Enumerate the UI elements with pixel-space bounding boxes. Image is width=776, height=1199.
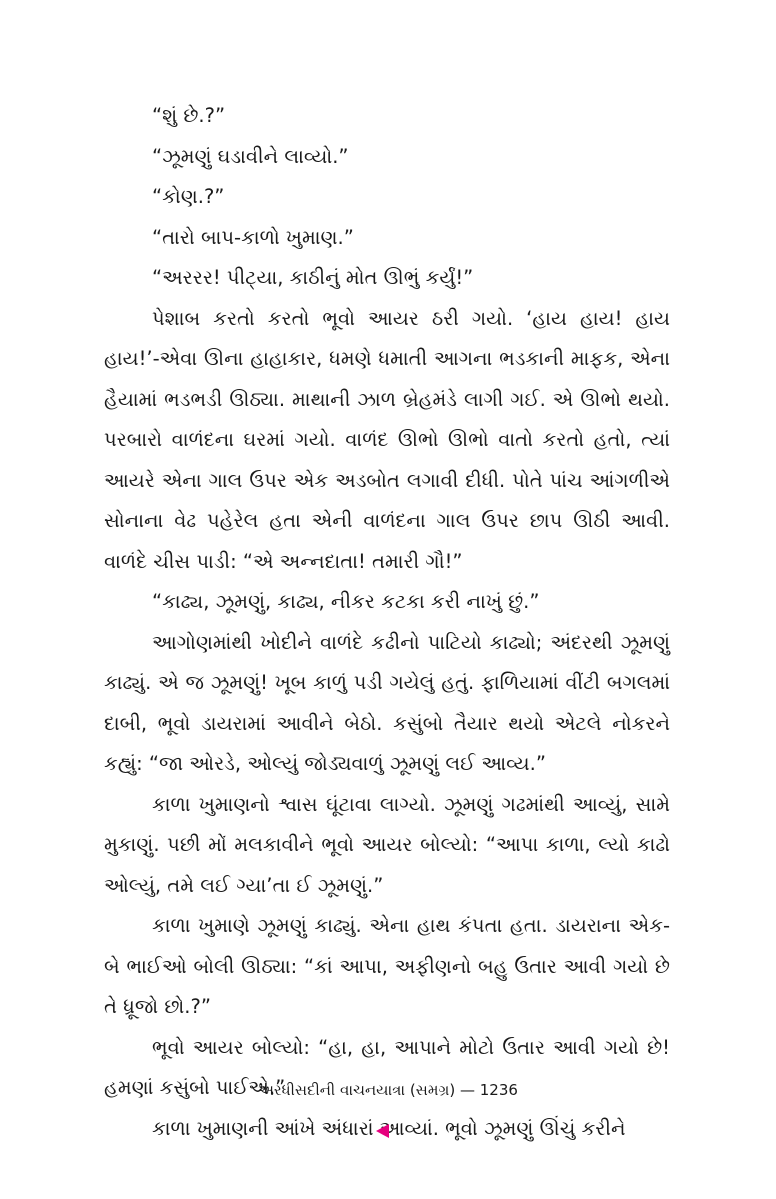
- page-body-text: [104, 96, 670, 1149]
- paragraph: પેશાબ કરતો કરતો ભૂવો આયર ઠરી ગયો. ‘હાય હાય! હાય હાય!’-એવા ઊના હાહાકાર, ધમણે ધમાતી આગના ભડકાની માફક, એના હૈયામાં ભડભડી ઊઠ્યા. માથાની ઝાળ બ્રેહમંડે લાગી ગઈ. એ ઊભો થયો. પરબારો વાળંદના ઘરમાં ગયો. વાળંદ ઊભો ઊભો વાતો કરતો હતો, ત્યાં આયરે એના ગાલ ઉપર એક અડબોત લગાવી દીધી. પોતે પાંચ આંગળીએ સોનાના વેઢ પહેરેલ હતા એની વાળંદના ગાલ ઉપર છાપ ઊઠી આવી. વાળંદે ચીસ પાડી: “એ અન્નદાતા! તમારી ગૌ!”: [104, 306, 670, 573]
- paragraph: આગોણમાંથી ખોદીને વાળંદે કઢીનો પાટિયો કાઢ્યો; અંદરથી ઝૂમણું કાઢ્યું. એ જ ઝૂમણું! ખૂબ કાળું પડી ગયેલું હતું. ફાળિયામાં વીંટી બગલમાં દાબી, ભૂવો ડાયરામાં આવીને બેઠો. કસુંબો તૈયાર થયો એટલે નોકરને કહ્યું: “જા ઓરડે, ઓલ્યું જોડ્યવાળું ઝૂમણું લઈ આવ્ય.”: [104, 630, 670, 775]
- paragraph: કાળા ખુમાણે ઝૂમણું કાઢ્યું. એના હાથ કંપતા હતા. ડાયરાના એક-બે ભાઈઓ બોલી ઊઠ્યા: “કાં આપા, અફીણનો બહુ ઉતાર આવી ગયો છે તે ધ્રૂજો છો.?”: [104, 914, 670, 1018]
- paragraph: કાળા ખુમાણનો શ્વાસ ઘૂંટાવા લાગ્યો. ઝૂમણું ગઢમાંથી આવ્યું, સામે મુકાણું. પછી મોં મલકાવીને ભૂવો આયર બોલ્યો: “આપા કાળા, લ્યો કાઢો ઓલ્યું, તમે લઈ ગ્યા’તા ઈ ઝૂમણું.”: [104, 792, 670, 897]
- prev-page-arrow-icon[interactable]: [376, 1124, 389, 1138]
- dialog-line: “શું છે.?”: [152, 104, 226, 127]
- paragraph: કાળા ખુમાણની આંખે અંધારાં આવ્યાં. ભૂવો ઝૂમણું ઊંચું કરીને: [152, 1116, 626, 1140]
- dialog-line: “ઝૂમણું ઘડાવીને લાવ્યો.”: [152, 144, 349, 168]
- dialog-line: “તારો બાપ-કાળો ખુમાણ.”: [152, 225, 354, 249]
- dialog-line: “કોણ.?”: [152, 185, 225, 208]
- page-footer: અરધીસદીની વાચનયાત્રા (સમગ્ર) — 1236: [258, 1081, 518, 1099]
- paragraph: ભૂવો આયર બોલ્યો: “હા, હા, આપાને મોટો ઉતાર આવી ગયો છે! હમણાં કસુંબો પાઈએ.”: [104, 1035, 670, 1099]
- dialog-line: “અરરર! પીટ્યા, કાઠીનું મોત ઊભું કર્યું!”: [152, 266, 474, 289]
- paragraph: “કાઢ્ય, ઝૂમણું, કાઢ્ય, નીકર કટકા કરી નાખું છું.”: [152, 590, 540, 613]
